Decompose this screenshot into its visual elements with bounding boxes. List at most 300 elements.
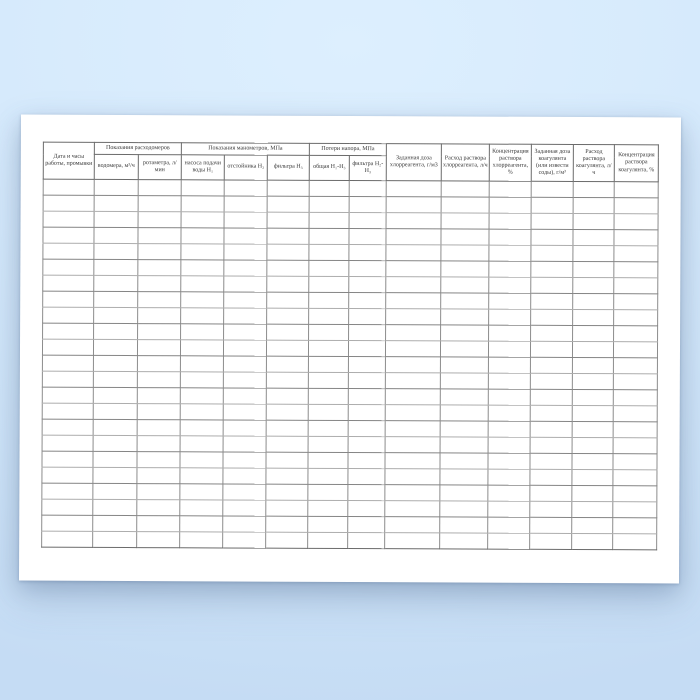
- empty-cell: [181, 308, 224, 324]
- empty-cell: [386, 309, 441, 325]
- empty-cell: [572, 341, 613, 357]
- empty-cell: [441, 229, 489, 245]
- empty-cell: [308, 356, 348, 372]
- empty-cell: [386, 229, 441, 245]
- empty-cell: [308, 340, 348, 356]
- empty-cell: [489, 309, 531, 325]
- empty-cell: [614, 310, 658, 326]
- empty-cell: [224, 260, 267, 276]
- empty-cell: [43, 291, 94, 307]
- header-date-hours: Дата и часы работы, промывки: [43, 142, 94, 179]
- empty-cell: [573, 245, 614, 261]
- empty-cell: [93, 371, 137, 387]
- empty-cell: [266, 516, 308, 532]
- empty-cell: [309, 180, 349, 196]
- empty-cell: [138, 244, 181, 260]
- document-page: [19, 115, 681, 584]
- empty-cell: [573, 261, 614, 277]
- empty-cell: [531, 293, 573, 309]
- empty-cell: [489, 197, 531, 213]
- empty-cell: [266, 468, 308, 484]
- empty-cell: [137, 388, 180, 404]
- empty-cell: [43, 275, 94, 291]
- empty-cell: [614, 294, 658, 310]
- empty-cell: [572, 421, 613, 437]
- empty-cell: [488, 501, 530, 517]
- empty-cell: [308, 452, 348, 468]
- empty-cell: [267, 292, 309, 308]
- empty-cell: [43, 195, 94, 211]
- empty-cell: [531, 181, 573, 197]
- empty-cell: [180, 484, 223, 500]
- empty-cell: [441, 181, 489, 197]
- empty-cell: [308, 484, 348, 500]
- empty-cell: [440, 453, 488, 469]
- empty-cell: [42, 387, 93, 403]
- empty-cell: [93, 355, 137, 371]
- empty-cell: [530, 373, 572, 389]
- empty-cell: [224, 244, 267, 260]
- empty-cell: [613, 470, 657, 486]
- empty-cell: [349, 180, 386, 196]
- empty-cell: [223, 532, 266, 548]
- empty-cell: [613, 358, 657, 374]
- empty-cell: [488, 341, 530, 357]
- empty-cell: [348, 452, 385, 468]
- empty-cell: [348, 484, 385, 500]
- empty-cell: [137, 340, 180, 356]
- header-filter-loss: фильтра Н₂-Н₃: [349, 155, 386, 180]
- empty-cell: [572, 453, 613, 469]
- empty-cell: [385, 485, 440, 501]
- empty-cell: [266, 404, 308, 420]
- empty-cell: [349, 308, 386, 324]
- empty-cell: [530, 405, 572, 421]
- empty-cell: [181, 292, 224, 308]
- empty-cell: [267, 276, 309, 292]
- empty-cell: [93, 531, 137, 547]
- empty-cell: [488, 373, 530, 389]
- empty-cell: [43, 307, 94, 323]
- empty-cell: [266, 532, 308, 548]
- empty-cell: [137, 532, 180, 548]
- empty-cell: [613, 374, 657, 390]
- empty-cell: [94, 307, 138, 323]
- empty-cell: [530, 357, 572, 373]
- empty-cell: [94, 243, 138, 259]
- header-coagulant-dose: Заданная доза коагулянта (или извести соды), г/м³: [531, 144, 573, 181]
- empty-cell: [93, 387, 137, 403]
- empty-cell: [531, 197, 573, 213]
- empty-cell: [266, 500, 308, 516]
- empty-cell: [440, 389, 488, 405]
- empty-cell: [530, 421, 572, 437]
- empty-cell: [385, 405, 440, 421]
- empty-cell: [181, 196, 224, 212]
- empty-cell: [488, 405, 530, 421]
- empty-cell: [223, 468, 266, 484]
- empty-cell: [488, 533, 530, 549]
- empty-cell: [441, 213, 489, 229]
- empty-cell: [180, 420, 223, 436]
- empty-cell: [488, 357, 530, 373]
- empty-cell: [309, 244, 349, 260]
- empty-cell: [348, 516, 385, 532]
- empty-cell: [385, 517, 440, 533]
- empty-cell: [267, 212, 309, 228]
- empty-cell: [386, 261, 441, 277]
- empty-cell: [93, 435, 137, 451]
- empty-cell: [441, 277, 489, 293]
- empty-cell: [138, 308, 181, 324]
- empty-cell: [224, 228, 267, 244]
- empty-cell: [138, 292, 181, 308]
- empty-cell: [138, 196, 181, 212]
- empty-cell: [385, 501, 440, 517]
- empty-cell: [180, 500, 223, 516]
- header-head-loss-group: Потери напора, МПа: [309, 143, 386, 155]
- empty-cell: [137, 516, 180, 532]
- empty-cell: [348, 404, 385, 420]
- empty-cell: [223, 500, 266, 516]
- header-water-meter: водомера, м³/ч: [94, 154, 138, 179]
- empty-cell: [572, 501, 613, 517]
- empty-cell: [137, 420, 180, 436]
- empty-cell: [349, 244, 386, 260]
- empty-cell: [349, 228, 386, 244]
- empty-cell: [42, 451, 93, 467]
- empty-cell: [223, 484, 266, 500]
- empty-cell: [489, 245, 531, 261]
- empty-cell: [267, 228, 309, 244]
- empty-cell: [349, 276, 386, 292]
- empty-cell: [224, 308, 267, 324]
- empty-cell: [309, 308, 349, 324]
- empty-cell: [137, 356, 180, 372]
- empty-cell: [223, 420, 266, 436]
- table-row: [42, 531, 657, 550]
- empty-cell: [43, 211, 94, 227]
- empty-cell: [488, 485, 530, 501]
- empty-cell: [94, 323, 138, 339]
- empty-cell: [266, 388, 308, 404]
- empty-cell: [385, 357, 440, 373]
- empty-cell: [266, 356, 308, 372]
- empty-cell: [385, 389, 440, 405]
- empty-cell: [489, 261, 531, 277]
- empty-cell: [441, 197, 489, 213]
- empty-cell: [137, 500, 180, 516]
- empty-cell: [138, 324, 181, 340]
- empty-cell: [385, 437, 440, 453]
- empty-cell: [385, 341, 440, 357]
- empty-cell: [181, 212, 224, 228]
- empty-cell: [488, 453, 530, 469]
- empty-cell: [530, 437, 572, 453]
- empty-cell: [94, 275, 138, 291]
- empty-cell: [94, 227, 138, 243]
- empty-cell: [348, 340, 385, 356]
- empty-cell: [94, 195, 138, 211]
- empty-cell: [440, 405, 488, 421]
- header-chlorine-solution-flow: Расход раствора хлорреагента, л/ч: [441, 144, 489, 181]
- empty-cell: [572, 533, 613, 549]
- empty-cell: [531, 213, 573, 229]
- empty-cell: [308, 500, 348, 516]
- empty-cell: [386, 325, 441, 341]
- empty-cell: [94, 211, 138, 227]
- empty-cell: [572, 405, 613, 421]
- empty-cell: [267, 196, 309, 212]
- empty-cell: [531, 245, 573, 261]
- empty-cell: [266, 340, 308, 356]
- empty-cell: [308, 388, 348, 404]
- empty-cell: [223, 356, 266, 372]
- empty-cell: [613, 438, 657, 454]
- empty-cell: [308, 516, 348, 532]
- empty-cell: [180, 468, 223, 484]
- empty-cell: [181, 180, 224, 196]
- empty-cell: [573, 325, 614, 341]
- empty-cell: [440, 421, 488, 437]
- empty-cell: [43, 323, 94, 339]
- empty-cell: [349, 260, 386, 276]
- empty-cell: [488, 389, 530, 405]
- empty-cell: [267, 324, 309, 340]
- empty-cell: [440, 469, 488, 485]
- empty-cell: [43, 227, 94, 243]
- empty-cell: [42, 467, 93, 483]
- empty-cell: [181, 324, 224, 340]
- empty-cell: [613, 342, 657, 358]
- empty-cell: [224, 324, 267, 340]
- empty-cell: [572, 357, 613, 373]
- empty-cell: [42, 499, 93, 515]
- empty-cell: [180, 436, 223, 452]
- empty-cell: [348, 500, 385, 516]
- empty-cell: [530, 469, 572, 485]
- empty-cell: [530, 533, 572, 549]
- empty-cell: [224, 196, 267, 212]
- empty-cell: [440, 533, 488, 549]
- log-table-body: [42, 179, 659, 550]
- empty-cell: [42, 483, 93, 499]
- header-settler-gauge: отстойника Н₂: [224, 155, 267, 180]
- empty-cell: [309, 260, 349, 276]
- empty-cell: [613, 502, 657, 518]
- empty-cell: [223, 372, 266, 388]
- empty-cell: [309, 276, 349, 292]
- empty-cell: [180, 532, 223, 548]
- empty-cell: [267, 308, 309, 324]
- header-chlorine-solution-concentration: Концентрация раствора хлорреагента, %: [489, 144, 531, 181]
- empty-cell: [531, 261, 573, 277]
- empty-cell: [613, 534, 657, 550]
- empty-cell: [223, 452, 266, 468]
- empty-cell: [613, 406, 657, 422]
- header-flow-meters-group: Показания расходомеров: [94, 142, 181, 154]
- empty-cell: [180, 372, 223, 388]
- empty-cell: [137, 484, 180, 500]
- empty-cell: [573, 277, 614, 293]
- empty-cell: [613, 390, 657, 406]
- empty-cell: [348, 532, 385, 548]
- empty-cell: [614, 262, 658, 278]
- header-chlorine-dose: Заданная доза хлорреагента, г/м3: [386, 144, 441, 181]
- empty-cell: [530, 341, 572, 357]
- empty-cell: [530, 389, 572, 405]
- empty-cell: [180, 388, 223, 404]
- empty-cell: [309, 324, 349, 340]
- empty-cell: [42, 339, 93, 355]
- empty-cell: [614, 326, 658, 342]
- empty-cell: [349, 324, 386, 340]
- empty-cell: [489, 181, 531, 197]
- empty-cell: [386, 181, 441, 197]
- empty-cell: [441, 309, 489, 325]
- empty-cell: [42, 371, 93, 387]
- empty-cell: [572, 485, 613, 501]
- empty-cell: [93, 403, 137, 419]
- empty-cell: [137, 468, 180, 484]
- empty-cell: [224, 212, 267, 228]
- empty-cell: [613, 454, 657, 470]
- empty-cell: [488, 421, 530, 437]
- empty-cell: [349, 212, 386, 228]
- empty-cell: [181, 260, 224, 276]
- header-filter-gauge: фильтра Н₃: [267, 155, 309, 180]
- empty-cell: [94, 259, 138, 275]
- header-pressure-gauges-group: Показания манометров, МПа: [181, 143, 309, 156]
- empty-cell: [573, 213, 614, 229]
- empty-cell: [43, 259, 94, 275]
- empty-cell: [440, 341, 488, 357]
- empty-cell: [573, 229, 614, 245]
- empty-cell: [441, 293, 489, 309]
- empty-cell: [93, 451, 137, 467]
- empty-cell: [386, 213, 441, 229]
- empty-cell: [613, 422, 657, 438]
- empty-cell: [573, 293, 614, 309]
- empty-cell: [138, 180, 181, 196]
- empty-cell: [614, 214, 658, 230]
- header-pump-gauge: насоса подачи воды Н₁: [181, 155, 224, 180]
- empty-cell: [267, 260, 309, 276]
- empty-cell: [573, 181, 614, 197]
- empty-cell: [572, 373, 613, 389]
- empty-cell: [573, 197, 614, 213]
- empty-cell: [266, 484, 308, 500]
- empty-cell: [441, 325, 489, 341]
- empty-cell: [42, 419, 93, 435]
- table-header: [43, 142, 658, 182]
- empty-cell: [308, 420, 348, 436]
- header-coagulant-solution-concentration: Концентрация раствора коагулянта, %: [614, 145, 658, 182]
- empty-cell: [441, 261, 489, 277]
- empty-cell: [223, 340, 266, 356]
- empty-cell: [223, 516, 266, 532]
- empty-cell: [530, 485, 572, 501]
- empty-cell: [489, 293, 531, 309]
- empty-cell: [531, 325, 573, 341]
- empty-cell: [441, 245, 489, 261]
- empty-cell: [386, 197, 441, 213]
- empty-cell: [614, 246, 658, 262]
- empty-cell: [308, 436, 348, 452]
- empty-cell: [385, 469, 440, 485]
- empty-cell: [440, 517, 488, 533]
- empty-cell: [42, 435, 93, 451]
- empty-cell: [138, 212, 181, 228]
- empty-cell: [94, 179, 138, 195]
- empty-cell: [440, 357, 488, 373]
- empty-cell: [181, 244, 224, 260]
- empty-cell: [489, 277, 531, 293]
- empty-cell: [138, 260, 181, 276]
- empty-cell: [43, 179, 94, 195]
- empty-cell: [614, 278, 658, 294]
- empty-cell: [93, 419, 137, 435]
- empty-cell: [531, 309, 573, 325]
- empty-cell: [531, 277, 573, 293]
- empty-cell: [489, 325, 531, 341]
- empty-cell: [386, 277, 441, 293]
- empty-cell: [266, 436, 308, 452]
- empty-cell: [488, 517, 530, 533]
- empty-cell: [138, 228, 181, 244]
- header-coagulant-solution-flow: Расход раствора коагулянта, л/ч: [573, 144, 614, 181]
- empty-cell: [267, 244, 309, 260]
- empty-cell: [440, 373, 488, 389]
- empty-cell: [224, 292, 267, 308]
- empty-cell: [349, 196, 386, 212]
- empty-cell: [180, 356, 223, 372]
- empty-cell: [42, 531, 93, 547]
- empty-cell: [309, 196, 349, 212]
- empty-cell: [489, 229, 531, 245]
- empty-cell: [440, 437, 488, 453]
- empty-cell: [308, 468, 348, 484]
- empty-cell: [530, 453, 572, 469]
- empty-cell: [572, 517, 613, 533]
- empty-cell: [613, 518, 657, 534]
- empty-cell: [348, 420, 385, 436]
- empty-cell: [348, 388, 385, 404]
- empty-cell: [224, 276, 267, 292]
- empty-cell: [309, 212, 349, 228]
- empty-cell: [531, 229, 573, 245]
- empty-cell: [181, 276, 224, 292]
- empty-cell: [267, 180, 309, 196]
- empty-cell: [614, 182, 658, 198]
- empty-cell: [488, 437, 530, 453]
- empty-cell: [348, 468, 385, 484]
- header-total-loss: общая Н₁-Н₃: [309, 155, 349, 180]
- empty-cell: [266, 452, 308, 468]
- empty-cell: [614, 230, 658, 246]
- empty-cell: [385, 373, 440, 389]
- empty-cell: [180, 340, 223, 356]
- empty-cell: [386, 245, 441, 261]
- empty-cell: [440, 501, 488, 517]
- empty-cell: [308, 532, 348, 548]
- header-rotameter: ротаметра, л/мин: [138, 155, 181, 180]
- empty-cell: [42, 355, 93, 371]
- log-table: [41, 142, 659, 551]
- empty-cell: [93, 467, 137, 483]
- empty-cell: [224, 180, 267, 196]
- empty-cell: [385, 421, 440, 437]
